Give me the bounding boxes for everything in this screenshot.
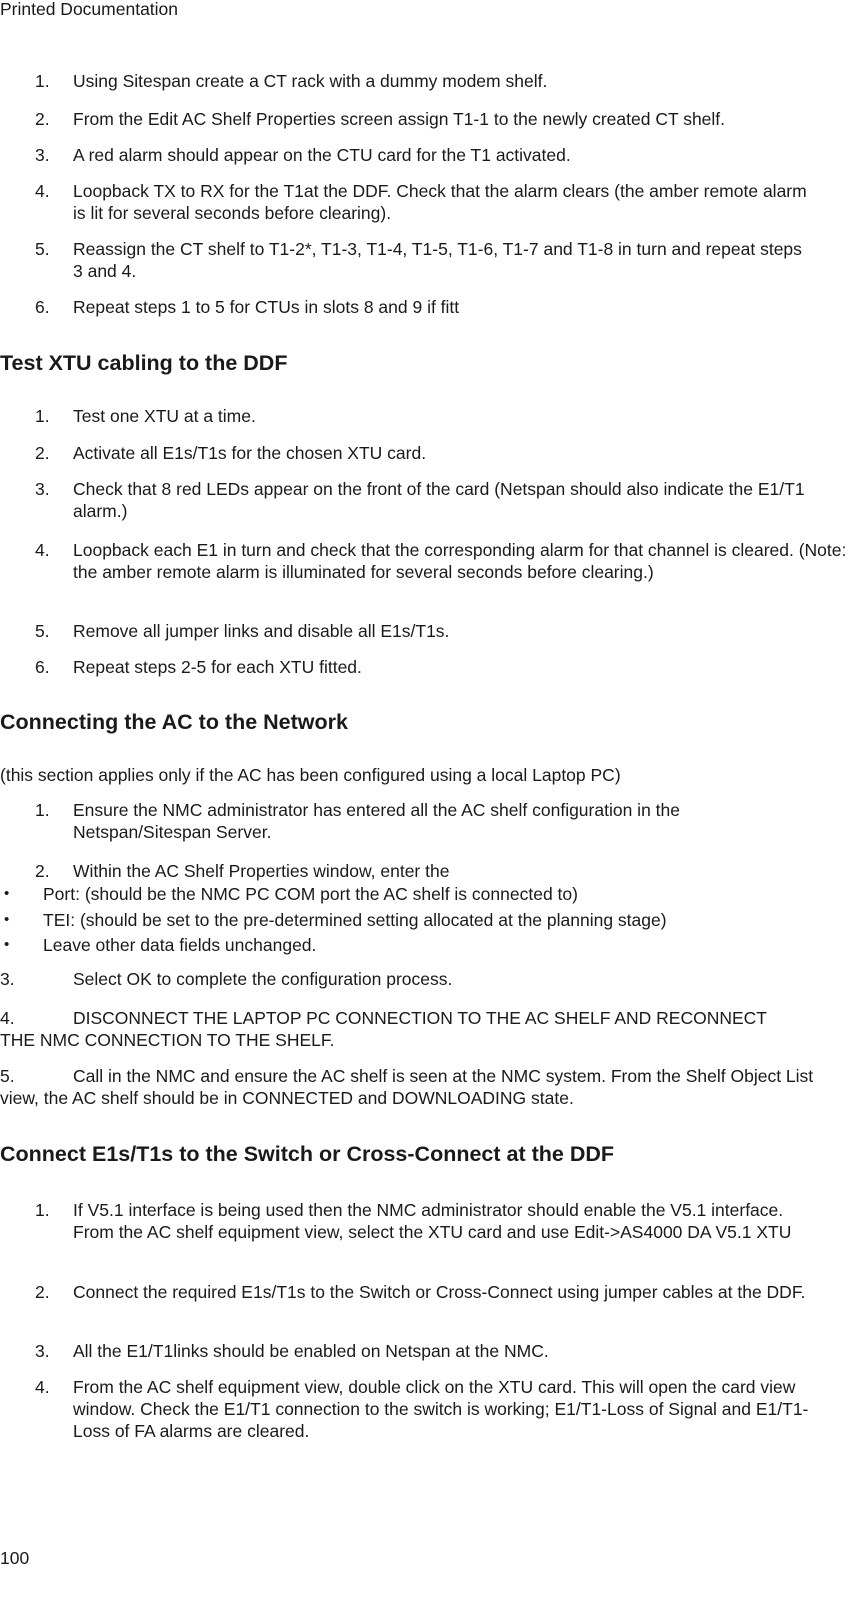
list-item-number: 3. [35, 145, 50, 165]
list-item-text: Loopback each E1 in turn and check that the corresponding alarm for that channel is cleared. (Note: the amber remote alarm is illuminated for several seconds before clearing.) [73, 540, 847, 582]
paragraph-text: DISCONNECT THE LAPTOP PC CONNECTION TO THE AC SHELF AND RECONNECT THE NMC CONNECTION TO THE SHELF. [0, 1008, 767, 1050]
paragraph-text: Call in the NMC and ensure the AC shelf is seen at the NMC system. From the Shelf Object List view, the AC shelf should be in CONNECTED and DOWNLOADING state. [0, 1066, 814, 1108]
section-heading: Connecting the AC to the Network [0, 710, 348, 734]
list-item-number: 1. [35, 406, 50, 426]
list-item-text: Connect the required E1s/T1s to the Switch or Cross-Connect using jumper cables at the DDF. [73, 1282, 806, 1302]
list-item-text: From the Edit AC Shelf Properties screen assign T1-1 to the newly created CT shelf. [73, 109, 726, 129]
page-header: Printed Documentation [0, 0, 179, 19]
bullet-item: TEI: (should be set to the pre-determined setting allocated at the planning stage) [43, 910, 667, 930]
list-item-number: 3. [35, 1341, 50, 1361]
list-item-number: 2. [35, 443, 50, 463]
list-item-text: Ensure the NMC administrator has entered all the AC shelf configuration in the Netspan/Sitespan Server. [73, 800, 680, 842]
list-item-text: Test one XTU at a time. [73, 406, 256, 426]
bullet-glyph: • [4, 911, 10, 928]
list-item-number: 6. [35, 297, 50, 317]
list-item-text: Loopback TX to RX for the T1at the DDF. Check that the alarm clears (the amber remote alarm is lit for several seconds before clearing). [73, 181, 807, 223]
list-item-number: 1. [35, 1200, 50, 1220]
list-item-text: Repeat steps 2-5 for each XTU fitted. [73, 657, 362, 677]
bullet-item: Leave other data fields unchanged. [43, 935, 317, 955]
list-item-text: Within the AC Shelf Properties window, enter the [73, 861, 450, 881]
paragraph-number: 4. [0, 1008, 15, 1028]
list-item-number: 5. [35, 621, 50, 641]
paragraph-text: Select OK to complete the configuration process. [73, 969, 453, 989]
section-intro: (this section applies only if the AC has been configured using a local Laptop PC) [0, 765, 621, 785]
list-item-text: From the AC shelf equipment view, double click on the XTU card. This will open the card view window. Check the E1/T1 connection to the switch is working; E1/T1-Loss of Signal and E1/T1- Loss of FA alarms are cleared. [73, 1377, 809, 1441]
list-item-text: Using Sitespan create a CT rack with a dummy modem shelf. [73, 71, 548, 91]
list-item-text: Reassign the CT shelf to T1-2*, T1-3, T1-4, T1-5, T1-6, T1-7 and T1-8 in turn and repeat steps 3 and 4. [73, 239, 802, 281]
list-item-text: Check that 8 red LEDs appear on the front of the card (Netspan should also indicate the E1/T1 alarm.) [73, 479, 805, 521]
list-item-number: 1. [35, 800, 50, 820]
bullet-glyph: • [4, 936, 10, 953]
list-item-number: 2. [35, 861, 50, 881]
bullet-glyph: • [4, 885, 10, 902]
list-item-number: 2. [35, 1282, 50, 1302]
list-item-number: 4. [35, 540, 50, 560]
list-item-number: 6. [35, 657, 50, 677]
list-item-text: If V5.1 interface is being used then the NMC administrator should enable the V5.1 interface. From the AC shelf equipment view, select the XTU card and use Edit->AS4000 DA V5.1 XTU [73, 1200, 792, 1242]
section-heading: Connect E1s/T1s to the Switch or Cross-Connect at the DDF [0, 1142, 615, 1166]
list-item-number: 1. [35, 71, 50, 91]
paragraph-number: 5. [0, 1066, 15, 1086]
bullet-item: Port: (should be the NMC PC COM port the AC shelf is connected to) [43, 884, 578, 904]
section-heading: Test XTU cabling to the DDF [0, 351, 288, 375]
list-item-text: Repeat steps 1 to 5 for CTUs in slots 8 and 9 if fitt [73, 297, 460, 317]
list-item-number: 2. [35, 109, 50, 129]
page-number: 100 [0, 1548, 30, 1568]
list-item-text: A red alarm should appear on the CTU card for the T1 activated. [73, 145, 571, 165]
list-item-text: Activate all E1s/T1s for the chosen XTU card. [73, 443, 427, 463]
paragraph-number: 3. [0, 969, 15, 989]
list-item-number: 4. [35, 1377, 50, 1397]
list-item-number: 5. [35, 239, 50, 259]
list-item-text: All the E1/T1links should be enabled on Netspan at the NMC. [73, 1341, 549, 1361]
list-item-text: Remove all jumper links and disable all E1s/T1s. [73, 621, 450, 641]
list-item-number: 4. [35, 181, 50, 201]
list-item-number: 3. [35, 479, 50, 499]
